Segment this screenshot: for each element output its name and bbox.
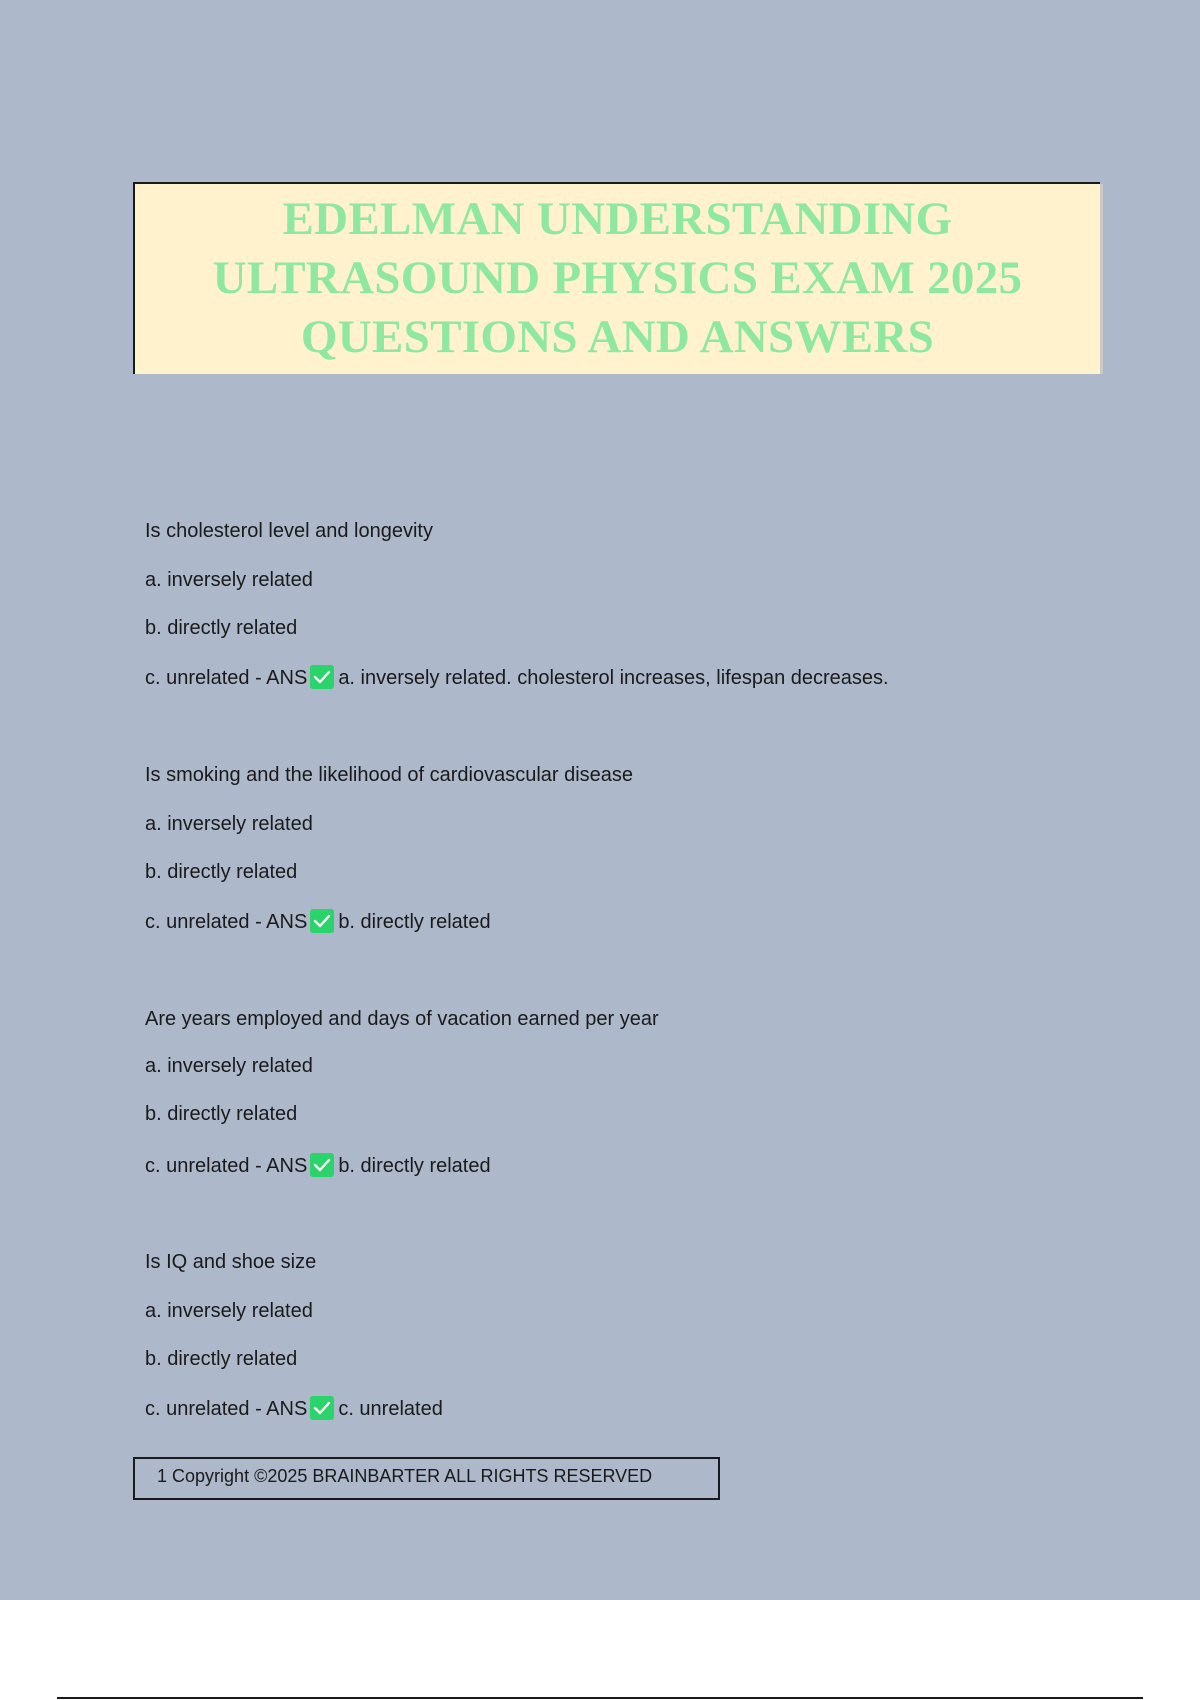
check-mark-icon <box>310 665 334 689</box>
option-c: c. unrelated - ANS <box>145 911 308 933</box>
option-c-with-answer <box>145 1153 491 1179</box>
option-c-with-answer <box>145 909 491 935</box>
answer-text: a. inversely related. cholesterol increases, lifespan decreases. <box>338 667 889 689</box>
option-c-with-answer <box>145 1396 443 1422</box>
option-c-with-answer <box>145 665 889 691</box>
check-mark-icon <box>310 1396 334 1420</box>
option-b: b. directly related <box>145 861 298 883</box>
option-c: c. unrelated - ANS <box>145 1398 308 1420</box>
option-a: a. inversely related <box>145 813 313 835</box>
title-line: EDELMAN UNDERSTANDING <box>282 193 953 245</box>
option-a: a. inversely related <box>145 1055 313 1077</box>
option-a: a. inversely related <box>145 1300 313 1322</box>
title-banner <box>133 182 1100 374</box>
answer-text: b. directly related <box>338 911 491 933</box>
option-b: b. directly related <box>145 1103 298 1125</box>
page-number: 1 <box>157 1466 168 1486</box>
option-c: c. unrelated - ANS <box>145 667 308 689</box>
option-c: c. unrelated - ANS <box>145 1155 308 1177</box>
option-b: b. directly related <box>145 617 298 639</box>
title-line: ULTRASOUND PHYSICS EXAM 2025 <box>212 252 1023 304</box>
document-title <box>135 190 1100 367</box>
answer-text: c. unrelated <box>338 1398 443 1420</box>
check-mark-icon <box>310 1153 334 1177</box>
question-text: Is cholesterol level and longevity <box>145 520 433 542</box>
question-text: Are years employed and days of vacation earned per year <box>145 1008 659 1030</box>
answer-text: b. directly related <box>338 1155 491 1177</box>
option-b: b. directly related <box>145 1348 298 1370</box>
option-a: a. inversely related <box>145 569 313 591</box>
title-line: QUESTIONS AND ANSWERS <box>300 311 935 363</box>
copyright-text: Copyright ©2025 BRAINBARTER ALL RIGHTS RESERVED <box>172 1466 653 1486</box>
check-mark-icon <box>310 909 334 933</box>
bottom-divider <box>57 1697 1143 1699</box>
question-text: Is IQ and shoe size <box>145 1251 317 1273</box>
question-text: Is smoking and the likelihood of cardiovascular disease <box>145 764 634 786</box>
copyright-footer <box>133 1457 720 1500</box>
